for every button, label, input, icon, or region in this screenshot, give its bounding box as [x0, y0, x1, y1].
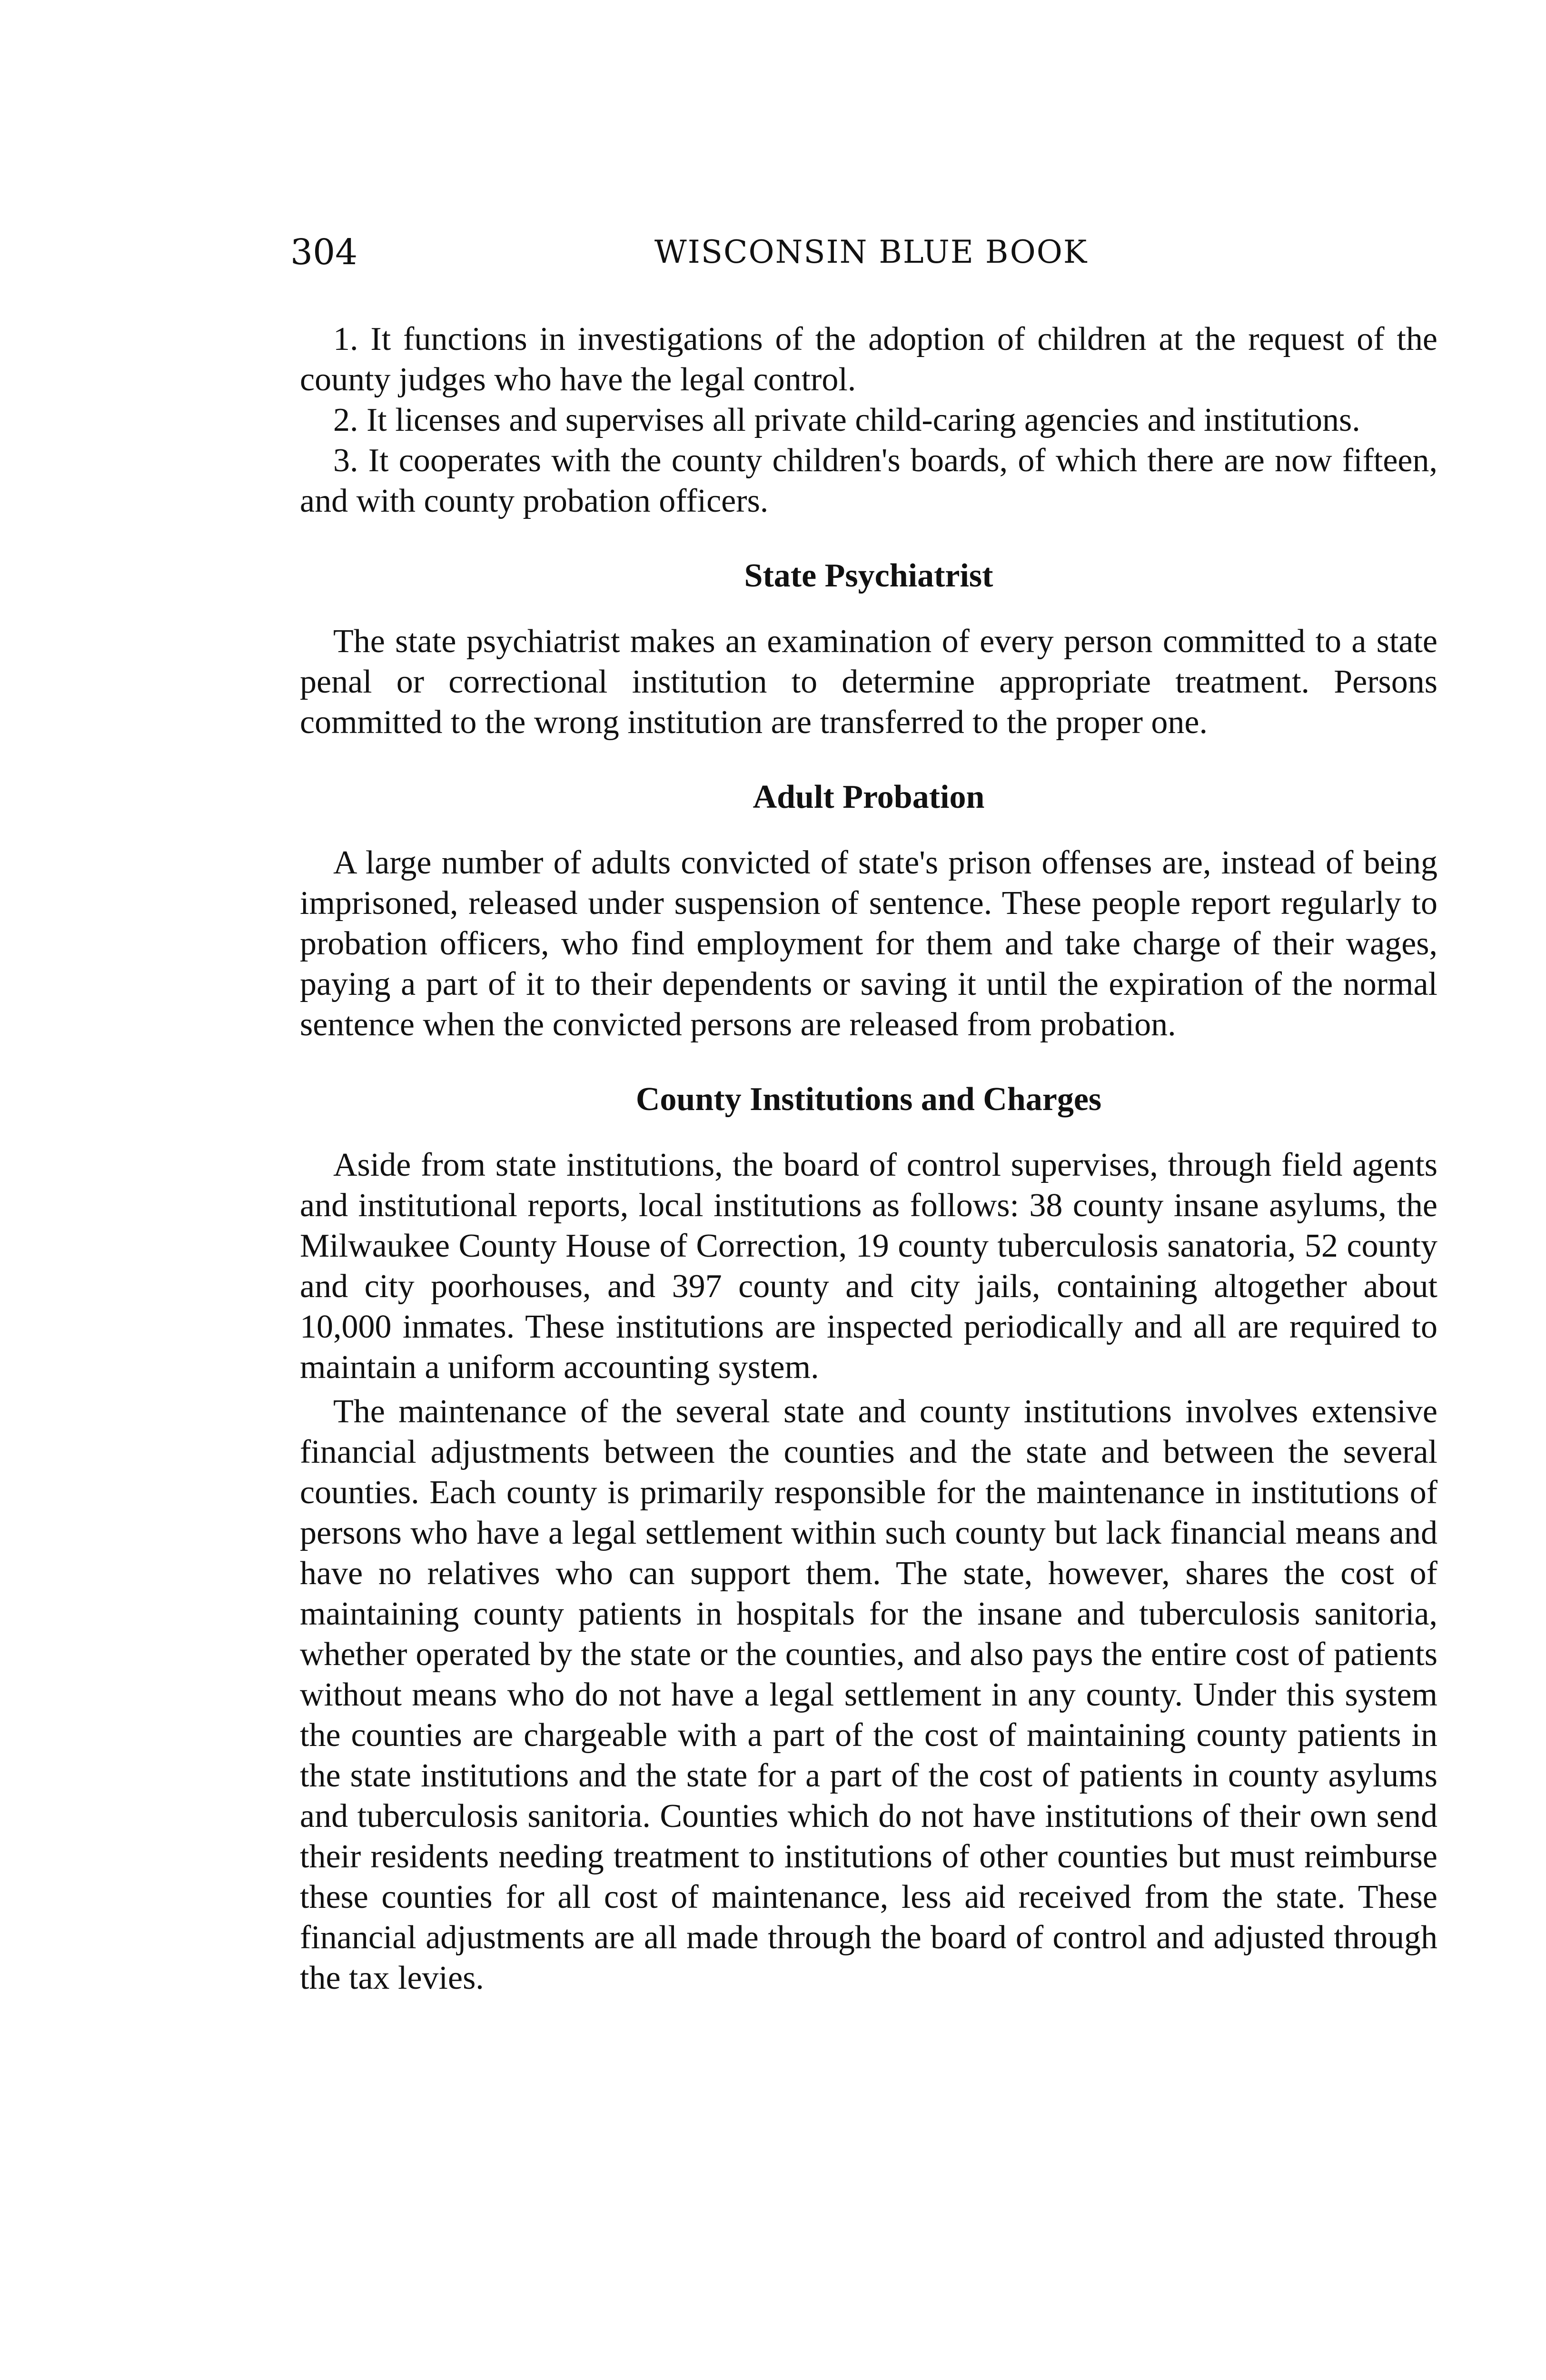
- section-heading-adult-probation: Adult Probation: [753, 779, 985, 815]
- spacer: [300, 1388, 1437, 1391]
- spacer: [300, 1045, 1437, 1078]
- spacer: [300, 521, 1437, 555]
- county-institutions-paragraph-2: The maintenance of the several state and county institutions involves extensive financial adjustments between the counties and the state and between the several counties. Each county is primarily responsible for the maintenance in institutions of persons who have a legal settlement within such county but lack financial means and have no relatives who can support them. The state, however, shares the cost of maintaining county patients in hospitals for the insane and tuberculosis sanitoria, whether operated by the state or the counties, and also pays the entire cost of patients without means who do not have a legal settlement in any county. Under this system the counties are chargeable with a part of the cost of maintaining county patients in the state institutions and the state for a part of the cost of patients in county asylums and tuberculosis sanitoria. Counties which do not have institutions of their own send their residents needing treatment to institutions of other counties but must reimburse these counties for all cost of maintenance, less aid received from the state. These financial adjustments are all made through the board of control and adjusted through the tax levies.: [300, 1393, 1437, 1996]
- adult-probation-paragraph: A large number of adults convicted of state's prison offenses are, instead of being imprisoned, released under suspension of sentence. These people report regularly to probation officers, who find employment for them and take charge of their wages, paying a part of it to their dependents or saving it until the expiration of the normal sentence when the convicted persons are released from probation.: [300, 844, 1437, 1043]
- spacer: [300, 597, 1437, 621]
- list-item: 1. It functions in investigations of the adoption of children at the request of the county judges who have the legal control.: [300, 321, 1437, 398]
- page-body: [300, 319, 1437, 1998]
- section-heading-state-psychiatrist: State Psychiatrist: [744, 557, 993, 594]
- spacer: [300, 819, 1437, 843]
- county-institutions-paragraph-1: Aside from state institutions, the board of control supervises, through field agents and institutional reports, local institutions as follows: 38 county insane asylums, the Milwaukee County House of Correction, 19 county tuberculosis sanatoria, 52 county and city poorhouses, and 397 county and city jails, containing altogether about 10,000 inmates. These institutions are inspected periodically and all are required to maintain a uniform accounting system.: [300, 1147, 1437, 1386]
- spacer: [300, 1121, 1437, 1145]
- section-heading-county-institutions: County Institutions and Charges: [635, 1081, 1102, 1118]
- list-item: 3. It cooperates with the county children's boards, of which there are now fifteen, and with county probation officers.: [300, 442, 1437, 519]
- page-number: 304: [290, 232, 358, 273]
- running-title: WISCONSIN BLUE BOOK: [654, 234, 1088, 270]
- list-item: 2. It licenses and supervises all private child-caring agencies and institutions.: [333, 402, 1360, 438]
- page-header: [290, 228, 1452, 286]
- state-psychiatrist-paragraph: The state psychiatrist makes an examination of every person committed to a state penal or correctional institution to determine appropriate treatment. Persons committed to the wrong institution are transferred to the proper one.: [300, 623, 1437, 741]
- spacer: [300, 743, 1437, 776]
